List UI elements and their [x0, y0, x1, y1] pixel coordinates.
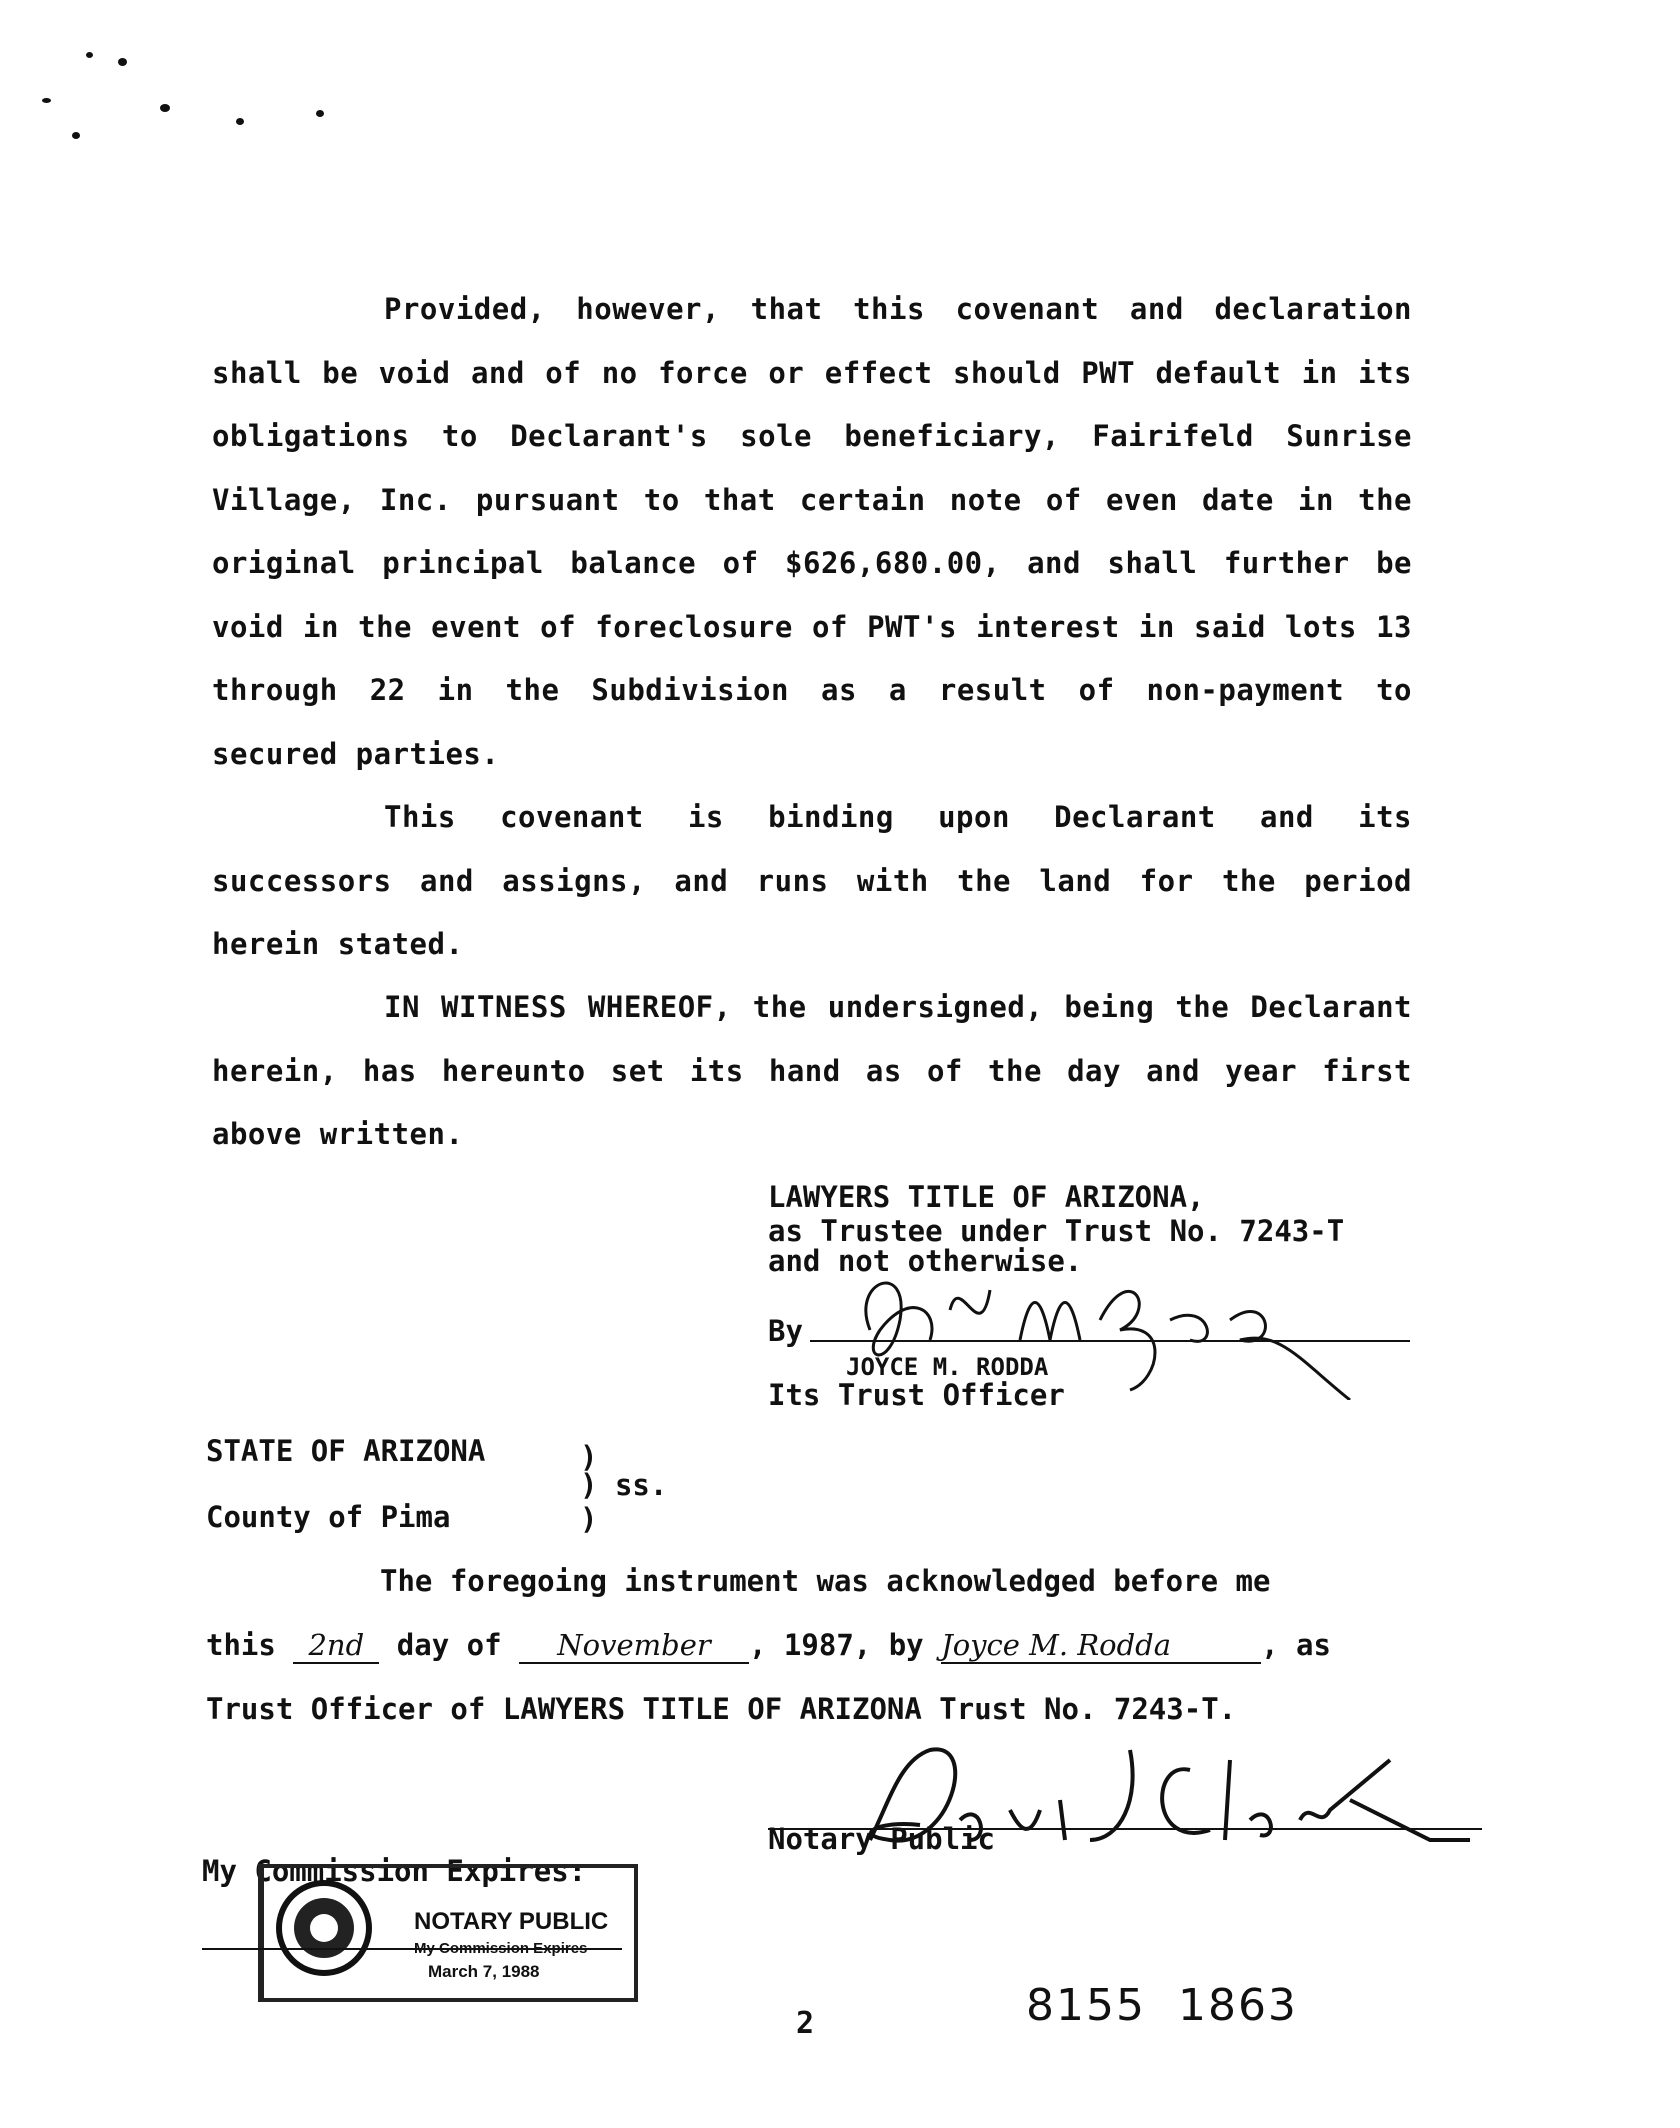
as-label: , as	[1261, 1628, 1331, 1662]
stamp-line-3: March 7, 1988	[428, 1962, 540, 1981]
scan-speck	[236, 118, 244, 125]
year-by-label: , 1987, by	[749, 1628, 924, 1662]
commission-label: My Commission Expires:	[202, 1854, 587, 1888]
scan-speck	[42, 98, 51, 103]
county-label: County of Pima	[206, 1500, 451, 1534]
paragraph-witness	[212, 976, 1412, 1167]
page-number: 2	[796, 2006, 815, 2041]
ack-line-3	[206, 1692, 1236, 1726]
ss-label: ss.	[614, 1468, 668, 1502]
notary-seal-icon	[274, 1878, 374, 1978]
scan-speck	[118, 58, 127, 66]
trustee-limitation: and not otherwise.	[768, 1244, 1083, 1278]
commission-line	[202, 1948, 622, 1950]
by-label: By	[768, 1314, 803, 1348]
this-label: this	[206, 1628, 276, 1662]
stamp-line-2: My Commission Expires	[414, 1940, 588, 1957]
ack-text-1: The foregoing instrument was acknowledged before me	[380, 1564, 1271, 1598]
venue-paren-top: )	[580, 1440, 598, 1474]
signer-title: Its Trust Officer	[768, 1378, 1065, 1412]
ack-day: 2nd	[293, 1628, 379, 1664]
signature-trustee-icon	[830, 1250, 1370, 1400]
notary-stamp	[258, 1864, 638, 2002]
ack-text-3: Trust Officer of LAWYERS TITLE OF ARIZONA Trust No. 7243-T.	[206, 1692, 1237, 1726]
notary-label: Notary Public	[768, 1822, 995, 1856]
venue-county	[206, 1500, 450, 1534]
paren-mid: )	[580, 1468, 598, 1502]
state-label: STATE OF ARIZONA	[206, 1434, 486, 1468]
paragraph-witness-text: IN WITNESS WHEREOF, the undersigned, being the Declarant herein, has hereunto set its hand as of the day and year first above written.	[212, 990, 1412, 1151]
ack-month: November	[519, 1628, 749, 1664]
ack-line-2	[206, 1628, 1406, 1664]
scan-speck	[72, 132, 80, 139]
paragraph-binding	[212, 786, 1412, 977]
venue-state	[206, 1434, 485, 1468]
venue-paren-bottom: )	[580, 1502, 598, 1536]
signer-name: JOYCE M. RODDA	[846, 1353, 1049, 1381]
venue-ss	[580, 1468, 667, 1502]
paragraph-proviso	[212, 278, 1412, 786]
day-of-label: day of	[396, 1628, 502, 1662]
ack-person: Joyce M. Rodda	[941, 1628, 1261, 1664]
paragraph-proviso-text: Provided, however, that this covenant and declaration shall be void and of no force or effect should PWT default in its obligations to Declarant's sole beneficiary, Fairifeld Sunrise Village, Inc. pursuant to that certain note of even date in the original principal balance of $626,680.00, and shall further be void in the event of foreclosure of PWT's interest in said lots 13 through 22 in the Subdivision as a result of non-payment to secured parties.	[212, 292, 1412, 771]
ack-line-1	[380, 1564, 1270, 1598]
stamp-line-1: NOTARY PUBLIC	[414, 1908, 609, 1935]
document-code: 8155 1863	[1026, 1980, 1298, 2031]
trustee-name: LAWYERS TITLE OF ARIZONA,	[768, 1180, 1205, 1214]
scan-speck	[86, 52, 93, 58]
trustee-capacity: as Trustee under Trust No. 7243-T	[768, 1214, 1345, 1248]
scan-speck	[316, 110, 324, 117]
paragraph-binding-text: This covenant is binding upon Declarant and its successors and assigns, and runs with the land for the period herein stated.	[212, 800, 1412, 961]
scan-speck	[160, 104, 170, 112]
